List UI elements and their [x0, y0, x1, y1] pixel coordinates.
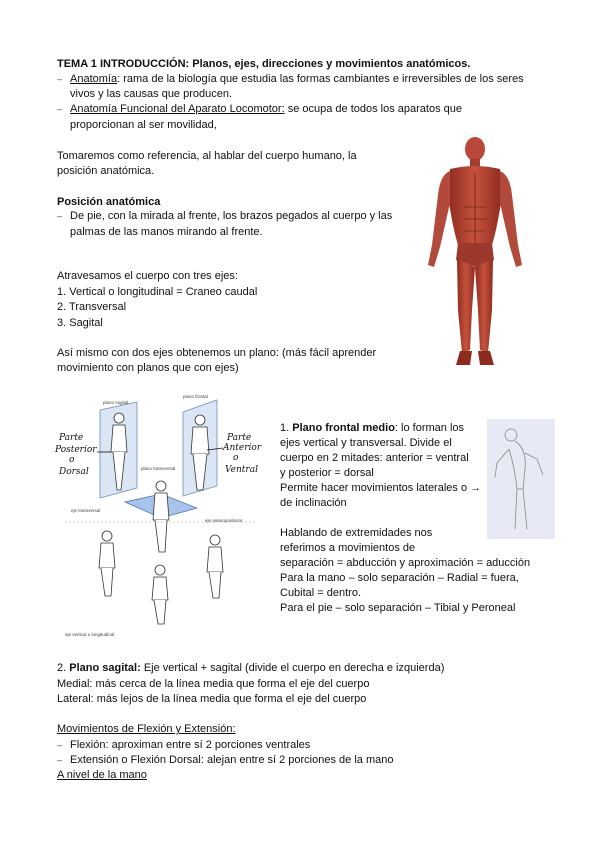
sagital-heading: Plano sagital:	[69, 662, 141, 674]
sagital-medial: Medial: más cerca de la línea media que forma el eje del cuerpo	[57, 678, 370, 690]
bullet-dash: –	[57, 74, 63, 84]
posicion-line1: De pie, con la mirada al frente, los brazos pegados al cuerpo y las	[70, 210, 393, 222]
anatomia-term: Anatomía	[70, 73, 118, 85]
referencia-line1: Tomaremos como referencia, al hablar del cuerpo humano, la	[57, 150, 357, 162]
bullet-dash: –	[57, 755, 63, 765]
frontal-line: cuerpo en 2 mitades: anterior = ventral	[280, 452, 469, 464]
muscle-anatomy-figure	[420, 135, 530, 370]
lateral-bend-figure	[487, 419, 555, 539]
label-plano-transversal: plano transversal	[141, 466, 176, 471]
svg-text:Parte: Parte	[227, 433, 252, 443]
label-eje-vertical: eje vertical o longitudinal	[65, 632, 115, 637]
flexion-line: Flexión: aproximan entre sí 2 porciones ventrales	[70, 739, 311, 751]
frontal-line: y posterior = dorsal	[280, 467, 374, 479]
ejes-item-3: 3. Sagital	[57, 317, 103, 329]
funcional-line1: Anatomía Funcional del Aparato Locomotor: se ocupa de todos los aparatos que	[70, 103, 462, 115]
frontal-heading-line: 1. Plano frontal medio: lo forman los	[280, 422, 465, 434]
svg-text:Posterior: Posterior	[55, 445, 97, 455]
svg-text:Parte: Parte	[59, 433, 84, 443]
frontal-line: Cubital = dentro.	[280, 587, 362, 599]
plano-intro-line1: Así mismo con dos ejes obtenemos un plano: (más fácil aprender	[57, 347, 377, 359]
anatomia-line1: Anatomía: rama de la biología que estudia las formas cambiantes e irreversibles de los seres	[70, 73, 524, 85]
mano-heading: A nivel de la mano	[57, 769, 147, 781]
label-plano-sagital: plano sagital	[103, 400, 129, 405]
svg-text:Dorsal: Dorsal	[59, 467, 89, 477]
frontal-heading: Plano frontal medio	[292, 422, 395, 434]
plano-intro-line2: movimiento con planos que con ejes)	[57, 362, 239, 374]
bullet-dash: –	[57, 211, 63, 221]
label-eje-anteroposterior: eje anteroposterior	[205, 518, 243, 523]
handwritten-note-right	[222, 433, 262, 475]
extension-line: Extensión o Flexión Dorsal: alejan entre sí 2 porciones de la mano	[70, 754, 394, 766]
label-plano-frontal: plano frontal	[183, 394, 208, 399]
sagital-heading-line: 2. Plano sagital: Eje vertical + sagital (divide el cuerpo en derecha e izquierda)	[57, 662, 445, 674]
frontal-line: de inclinación	[280, 497, 347, 509]
funcional-term: Anatomía Funcional del Aparato Locomotor:	[70, 103, 285, 115]
anatomical-planes-diagram	[55, 390, 273, 640]
posicion-line2: palmas de las manos mirando al frente.	[70, 226, 263, 238]
ejes-intro: Atravesamos el cuerpo con tres ejes:	[57, 270, 238, 282]
frontal-line: Hablando de extremidades nos	[280, 527, 433, 539]
funcional-line2: proporcionan al ser movilidad,	[70, 119, 217, 131]
movimientos-heading: Movimientos de Flexión y Extensión:	[57, 723, 236, 735]
frontal-line: separación = abducción y aproximación = aducción	[280, 557, 531, 569]
sagital-lateral: Lateral: más lejos de la línea media que forma el eje del cuerpo	[57, 693, 367, 705]
bullet-dash: –	[57, 104, 63, 114]
handwritten-note-left	[55, 433, 97, 477]
svg-text:o: o	[233, 453, 239, 463]
page-title: TEMA 1 INTRODUCCIÓN: Planos, ejes, direcciones y movimientos anatómicos.	[57, 58, 471, 70]
frontal-line: referimos a movimientos de	[280, 542, 416, 554]
ejes-item-1: 1. Vertical o longitudinal = Craneo caudal	[57, 286, 258, 298]
referencia-line2: posición anatómica.	[57, 165, 155, 177]
bullet-dash: –	[57, 740, 63, 750]
label-eje-transversal: eje transversal	[71, 508, 101, 513]
frontal-line: ejes vertical y transversal. Divide el	[280, 437, 452, 449]
body-figure	[153, 481, 169, 552]
svg-text:Anterior: Anterior	[223, 443, 262, 453]
svg-text:Ventral: Ventral	[225, 465, 258, 475]
frontal-line: Para el pie – solo separación – Tibial y Peroneal	[280, 602, 516, 614]
ejes-item-2: 2. Transversal	[57, 301, 127, 313]
frontal-line: Para la mano – solo separación – Radial = fuera,	[280, 572, 519, 584]
bending-body-sketch	[487, 419, 555, 539]
frontal-line: Permite hacer movimientos laterales o →	[280, 482, 482, 494]
anatomia-line2: vivos y las causas que producen.	[70, 88, 233, 100]
svg-text:o: o	[69, 455, 75, 465]
posicion-heading: Posición anatómica	[57, 196, 161, 208]
